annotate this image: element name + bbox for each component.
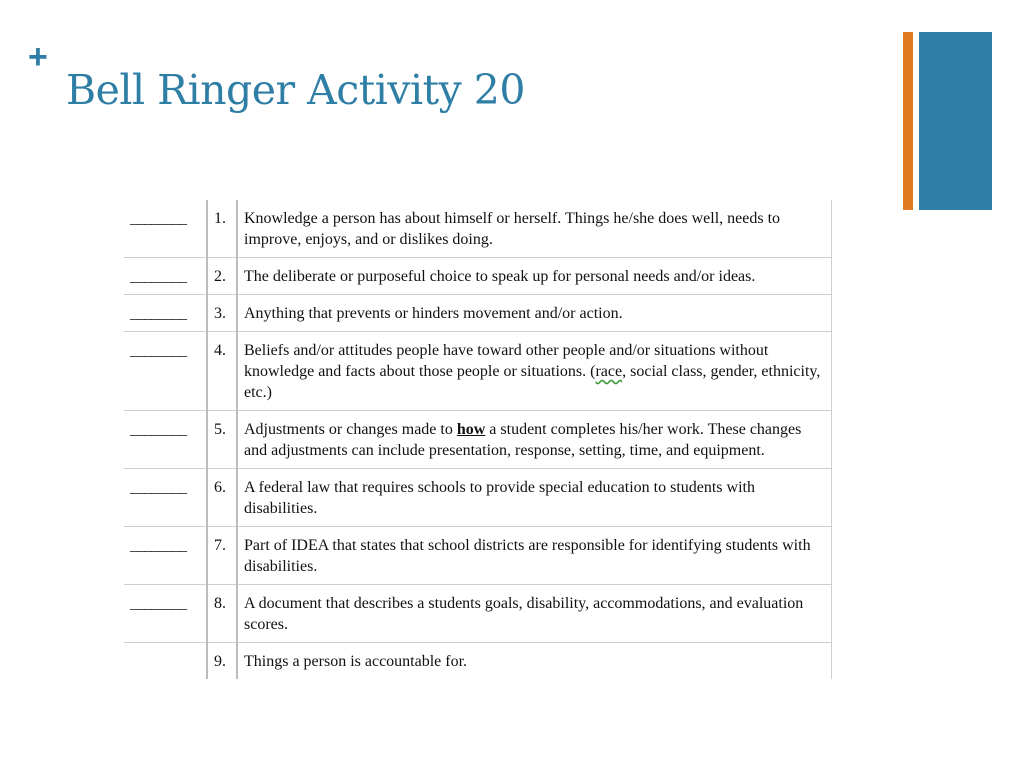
item-number: 8. bbox=[207, 585, 237, 643]
item-number: 1. bbox=[207, 200, 237, 258]
item-number: 4. bbox=[207, 332, 237, 411]
item-definition bbox=[237, 411, 832, 469]
item-definition: A document that describes a students goals, disability, accommodations, and evaluation scores. bbox=[237, 585, 832, 643]
answer-blank: ________ bbox=[124, 332, 207, 411]
item-number: 7. bbox=[207, 527, 237, 585]
definition-text: Beliefs and/or attitudes people have toward other people and/or situations without knowledge and facts about those people or situations. ( bbox=[244, 342, 769, 380]
worksheet-row bbox=[124, 411, 832, 469]
answer-blank: ________ bbox=[124, 200, 207, 258]
worksheet-row bbox=[124, 258, 832, 295]
definition-text: a student completes his/her work. These changes and adjustments can include presentation, response, setting, time, and equipment. bbox=[244, 421, 802, 459]
worksheet-row bbox=[124, 585, 832, 643]
item-definition: Things a person is accountable for. bbox=[237, 643, 832, 680]
item-definition: The deliberate or purposeful choice to speak up for personal needs and/or ideas. bbox=[237, 258, 832, 295]
slide-title: Bell Ringer Activity 20 bbox=[66, 66, 525, 114]
worksheet-row bbox=[124, 527, 832, 585]
blue-accent-bar bbox=[919, 32, 992, 210]
item-number: 3. bbox=[207, 295, 237, 332]
orange-accent-bar bbox=[903, 32, 913, 210]
answer-blank: ________ bbox=[124, 527, 207, 585]
item-number: 9. bbox=[207, 643, 237, 680]
worksheet-row bbox=[124, 200, 832, 258]
answer-blank: ________ bbox=[124, 411, 207, 469]
spellcheck-word: race bbox=[595, 363, 623, 380]
item-definition bbox=[237, 332, 832, 411]
answer-blank bbox=[124, 643, 207, 680]
item-number: 6. bbox=[207, 469, 237, 527]
plus-mark: + bbox=[28, 38, 48, 76]
definition-text: Adjustments or changes made to bbox=[244, 421, 457, 438]
answer-blank: ________ bbox=[124, 585, 207, 643]
worksheet-image bbox=[124, 200, 834, 687]
item-definition: Knowledge a person has about himself or herself. Things he/she does well, needs to improve, enjoys, and or dislikes doing. bbox=[237, 200, 832, 258]
item-definition: Part of IDEA that states that school districts are responsible for identifying students with disabilities. bbox=[237, 527, 832, 585]
item-number: 5. bbox=[207, 411, 237, 469]
worksheet-table bbox=[124, 200, 832, 679]
item-number: 2. bbox=[207, 258, 237, 295]
item-definition: A federal law that requires schools to provide special education to students with disabilities. bbox=[237, 469, 832, 527]
answer-blank: ________ bbox=[124, 295, 207, 332]
item-definition: Anything that prevents or hinders movement and/or action. bbox=[237, 295, 832, 332]
emphasis-word: how bbox=[456, 421, 486, 438]
worksheet-row bbox=[124, 332, 832, 411]
answer-blank: ________ bbox=[124, 469, 207, 527]
definition-text: , social class, gender, ethnicity, etc.) bbox=[244, 363, 821, 401]
worksheet-row bbox=[124, 643, 832, 680]
answer-blank: ________ bbox=[124, 258, 207, 295]
worksheet-row bbox=[124, 469, 832, 527]
worksheet-row bbox=[124, 295, 832, 332]
